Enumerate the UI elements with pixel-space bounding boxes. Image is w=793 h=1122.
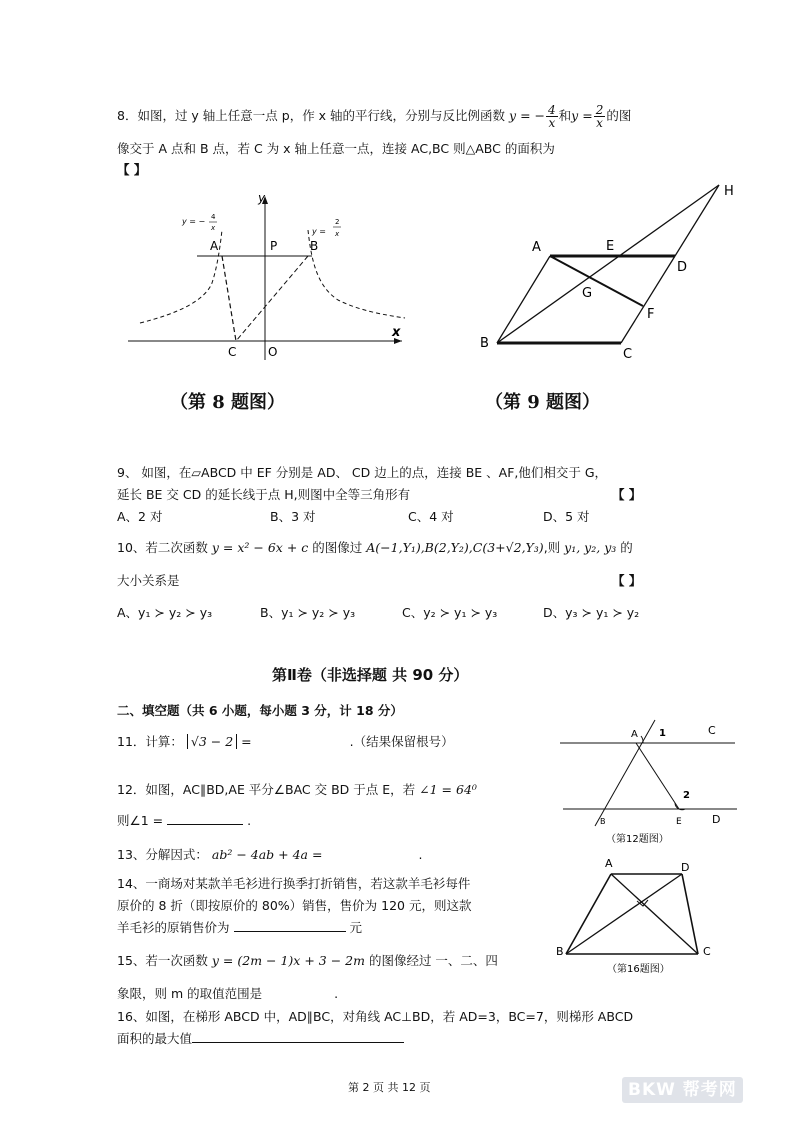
- q12-answer-blank[interactable]: [167, 824, 243, 825]
- fig9-point-a: A: [532, 240, 541, 255]
- q8-text-a: 8．如图，过 y 轴上任意一点 p，作 x 轴的平行线，分别与反比例函数: [117, 108, 506, 123]
- q12-answer-lead: 则∠1 =: [117, 813, 164, 828]
- q8-func2-den: x: [596, 116, 603, 130]
- q8-func1-num: 4: [548, 103, 556, 117]
- q10-option-c: C、y₂ ≻ y₁ ≻ y₃: [402, 605, 498, 620]
- q10-text-b: 的图像过: [312, 540, 363, 555]
- q9-line1: 9、 如图，在▱ABCD 中 EF 分别是 AD、 CD 边上的点，连接 BE 、AF,他们相交于 G，: [117, 465, 608, 480]
- q12-angle: ∠1 = 64⁰: [419, 782, 477, 797]
- q9-line2: 延长 BE 交 CD 的延长线于点 H,则图中全等三角形有: [117, 487, 411, 502]
- part2-title: 第Ⅱ卷（非选择题 共 90 分）: [272, 666, 469, 684]
- fig8-point-a: A: [210, 239, 219, 253]
- fig9-line-dh: [675, 185, 719, 256]
- q8-line1: [117, 104, 631, 129]
- fig9-point-g: G: [582, 286, 593, 301]
- fig12-point-e: E: [676, 817, 682, 827]
- fig12-point-b: B: [600, 817, 606, 826]
- q12-text: 12．如图，AC∥BD,AE 平分∠BAC 交 BD 于点 E，若: [117, 782, 416, 797]
- fig8-func-left: y = −: [182, 217, 206, 226]
- q10-text-c: ,则: [543, 540, 561, 555]
- fig12-line-ae: [636, 743, 679, 809]
- q13-line: [117, 845, 422, 863]
- fig9-side-ab: [497, 256, 550, 343]
- figure-12: [555, 718, 745, 850]
- q10-func: y = x² − 6x + c: [211, 540, 309, 555]
- q11-note: .（结果保留根号）: [349, 734, 454, 749]
- page-footer: 第 2 页 共 12 页: [348, 1081, 431, 1094]
- q14-line2: 原价的 8 折（即按原价的 80%）销售，售价为 120 元，则这款: [117, 898, 472, 913]
- q14-end: 元: [349, 920, 362, 935]
- q14-line1: 14、一商场对某款羊毛衫进行换季打折销售，若这款羊毛衫每件: [117, 876, 471, 891]
- fig8-label-x: x: [392, 325, 401, 340]
- fig8-point-c: C: [228, 345, 237, 359]
- q10-text-a: 10、若二次函数: [117, 540, 208, 555]
- figure-8: [120, 188, 410, 363]
- q15-end: .: [334, 986, 339, 1001]
- fig8-point-b: B: [310, 239, 319, 253]
- q16-answer-blank[interactable]: [192, 1042, 404, 1043]
- watermark-logo: BKW 帮考网: [622, 1077, 743, 1103]
- q8-func1-lhs: y = −: [509, 108, 546, 123]
- q8-func2-num: 2: [595, 103, 604, 117]
- q13-lead: 13、分解因式：: [117, 847, 208, 862]
- fig12-point-c: C: [708, 724, 716, 737]
- q10-vars: y₁, y₂, y₃: [564, 540, 617, 555]
- q9-option-d: D、5 对: [543, 509, 590, 524]
- fig16-side-ab: [566, 874, 611, 954]
- q14-lead: 羊毛衫的原销售价为: [117, 920, 230, 935]
- q9-bracket: 【 】: [612, 487, 642, 502]
- q15-func: y = (2m − 1)x + 3 − 2m: [211, 953, 365, 968]
- fig8-label-y: y: [258, 191, 266, 205]
- q9-option-c: C、4 对: [408, 509, 454, 524]
- fig8-func-right-num: 2: [335, 218, 340, 226]
- q8-func1-den: x: [548, 116, 556, 130]
- q16-text: 面积的最大值: [117, 1031, 193, 1046]
- q10-points: A(−1,Y₁),B(2,Y₂),C(3+√2,Y₃): [366, 540, 544, 555]
- fig9-point-e: E: [606, 239, 615, 254]
- q11-abs-expr: √3 − 2: [187, 734, 237, 749]
- q10-line1: [117, 538, 633, 556]
- q12-answer-end: .: [247, 813, 252, 828]
- q9-option-a: A、2 对: [117, 509, 163, 524]
- fig8-point-p: P: [270, 239, 278, 253]
- fig12-point-a: A: [631, 729, 638, 740]
- fig8-point-o: O: [268, 345, 278, 359]
- fig8-segment-ac: [222, 256, 236, 341]
- fig8-caption: （第 8 题图）: [170, 392, 286, 413]
- fig12-point-d: D: [712, 813, 721, 826]
- q14-answer-blank[interactable]: [234, 931, 346, 932]
- q15-line1: [117, 951, 498, 969]
- q13-expr: ab² − 4ab + 4a =: [211, 847, 323, 862]
- fig16-point-b: B: [556, 945, 564, 958]
- q15-lead: 象限，则 m 的取值范围是: [117, 986, 263, 1001]
- fig8-func-left-num: 4: [211, 213, 216, 221]
- fig12-line-ab: [595, 720, 655, 826]
- fig16-caption: （第16题图）: [607, 964, 670, 975]
- fig16-point-d: D: [681, 861, 690, 874]
- fig16-point-c: C: [703, 945, 711, 958]
- fig8-func-right: y =: [312, 227, 326, 236]
- section-fill-in: 二、填空题（共 6 小题，每小题 3 分，计 18 分）: [117, 703, 403, 718]
- fig8-curve-right: [308, 230, 405, 318]
- q8-bracket: 【 】: [117, 162, 147, 177]
- q15-line2: [117, 984, 338, 1002]
- q8-func1-frac: [546, 104, 558, 129]
- fig12-caption: （第12题图）: [606, 834, 669, 845]
- fig9-point-f: F: [647, 307, 655, 322]
- q16-line2: [117, 1029, 404, 1047]
- figure-9: [475, 175, 745, 370]
- q14-line3: [117, 918, 362, 936]
- q10-option-d: D、y₃ ≻ y₁ ≻ y₂: [543, 605, 640, 620]
- q10-text-d: 的: [620, 540, 633, 555]
- q8-and: 和: [558, 108, 572, 123]
- q15-text-a: 15、若一次函数: [117, 953, 208, 968]
- fig12-label-1: 1: [659, 728, 666, 739]
- q10-option-b: B、y₁ ≻ y₂ ≻ y₃: [260, 605, 356, 620]
- q8-func2-frac: [594, 104, 606, 129]
- q8-line2: 像交于 A 点和 B 点，若 C 为 x 轴上任意一点，连接 AC,BC 则△ABC 的面积为: [117, 141, 555, 156]
- q12-line1: [117, 780, 477, 798]
- fig8-segment-bc: [236, 256, 308, 341]
- fig8-func-left-den: x: [211, 224, 216, 232]
- fig16-point-a: A: [605, 857, 613, 870]
- q8-func2-lhs: y =: [571, 108, 593, 123]
- q11-line: [117, 732, 454, 750]
- figure-16: [555, 855, 725, 977]
- q10-bracket: 【 】: [612, 573, 642, 588]
- fig8-func-right-den: x: [335, 230, 340, 238]
- q11-lead: 11．计算：: [117, 734, 183, 749]
- q13-end: .: [418, 847, 423, 862]
- fig9-point-b: B: [480, 336, 489, 351]
- q12-line2: [117, 811, 251, 829]
- q11-eq: =: [241, 734, 252, 749]
- q8-text-b: 的图: [606, 108, 632, 123]
- fig9-point-c: C: [623, 347, 633, 362]
- q10-line2: 大小关系是: [117, 573, 180, 588]
- q16-line1: 16、如图，在梯形 ABCD 中，AD∥BC，对角线 AC⊥BD，若 AD=3，BC=7，则梯形 ABCD: [117, 1009, 634, 1024]
- q10-option-a: A、y₁ ≻ y₂ ≻ y₃: [117, 605, 213, 620]
- q15-text-b: 的图像经过 一、二、四: [368, 953, 498, 968]
- fig9-line-af: [550, 256, 643, 306]
- q9-option-b: B、3 对: [270, 509, 316, 524]
- fig9-point-h: H: [724, 184, 734, 199]
- fig9-caption: （第 9 题图）: [485, 392, 601, 413]
- fig12-label-2: 2: [683, 790, 690, 801]
- fig9-point-d: D: [677, 260, 688, 275]
